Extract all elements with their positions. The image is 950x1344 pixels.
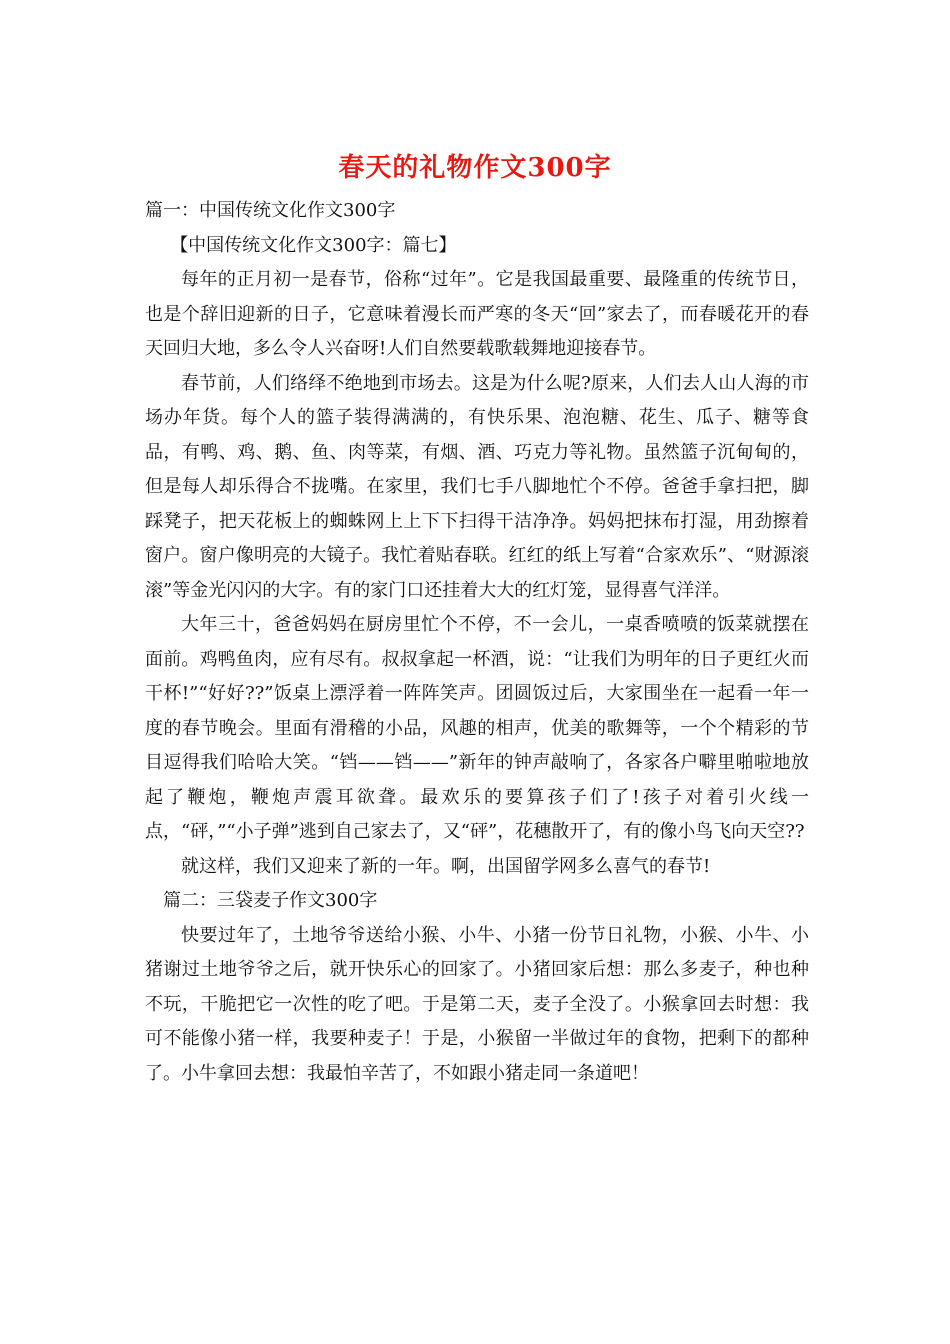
section-1-heading: 篇一：中国传统文化作文300字 <box>145 200 396 221</box>
section-1-paragraph-1: 每年的正月初一是春节，俗称“过年”。它是我国最重要、最隆重的传统节日，也是个辞旧迎新的日子，它意味着漫长而严寒的冬天“回”家去了，而春暖花开的春天回归大地，多么令人兴奋呀!人们自然要载歌载舞地迎接春节。 <box>145 269 809 359</box>
section-2-heading: 篇二：三袋麦子作文300字 <box>163 890 378 911</box>
document-body <box>145 194 809 1091</box>
section-2-paragraph-1: 快要过年了，土地爷爷送给小猴、小牛、小猪一份节日礼物，小猴、小牛、小猪谢过土地爷爷之后，就开快乐心的回家了。小猪回家后想：那么多麦子，种也种不玩，干脆把它一次性的吃了吧。于是第二天，麦子全没了。小猴拿回去时想：我可不能像小猪一样，我要种麦子！于是，小猴留一半做过年的食物，把剩下的都种了。小牛拿回去想：我最怕辛苦了，不如跟小猪走同一条道吧！ <box>145 924 809 1084</box>
section-1-paragraph-4: 就这样，我们又迎来了新的一年。啊，出国留学网多么喜气的春节! <box>181 855 711 877</box>
section-1-subheading: 【中国传统文化作文300字：篇七】 <box>170 234 457 256</box>
section-1-paragraph-3: 大年三十，爸爸妈妈在厨房里忙个不停，不一会儿，一桌香喷喷的饭菜就摆在面前。鸡鸭鱼肉，应有尽有。叔叔拿起一杯酒，说：“让我们为明年的日子更红火而干杯!”“好好??”饭桌上漂浮着一阵阵笑声。团圆饭过后，大家围坐在一起看一年一度的春节晚会。里面有滑稽的小品，风趣的相声，优美的歌舞等，一个个精彩的节目逗得我们哈哈大笑。“铛——铛——”新年的钟声敲响了，各家各户噼里啪啦地放起了鞭炮，鞭炮声震耳欲聋。最欢乐的要算孩子们了!孩子对着引火线一点，“砰，”“小子弹”逃到自己家去了，又“砰”，花穗散开了，有的像小鸟飞向天空?? <box>145 614 809 842</box>
section-1-paragraph-2: 春节前，人们络绎不绝地到市场去。这是为什么呢?原来，人们去人山人海的市场办年货。每个人的篮子装得满满的，有快乐果、泡泡糖、花生、瓜子、糖等食品，有鸭、鸡、鹅、鱼、肉等菜，有烟、酒、巧克力等礼物。虽然篮子沉甸甸的，但是每人却乐得合不拢嘴。在家里，我们七手八脚地忙个不停。爸爸手拿扫把，脚踩凳子，把天花板上的蜘蛛网上上下下扫得干洁净净。妈妈把抹布打湿，用劲擦着窗户。窗户像明亮的大镜子。我忙着贴春联。红红的纸上写着“合家欢乐”、“财源滚滚”等金光闪闪的大字。有的家门口还挂着大大的红灯笼，显得喜气洋洋。 <box>145 372 809 601</box>
document-title: 春天的礼物作文300字 <box>338 153 612 183</box>
